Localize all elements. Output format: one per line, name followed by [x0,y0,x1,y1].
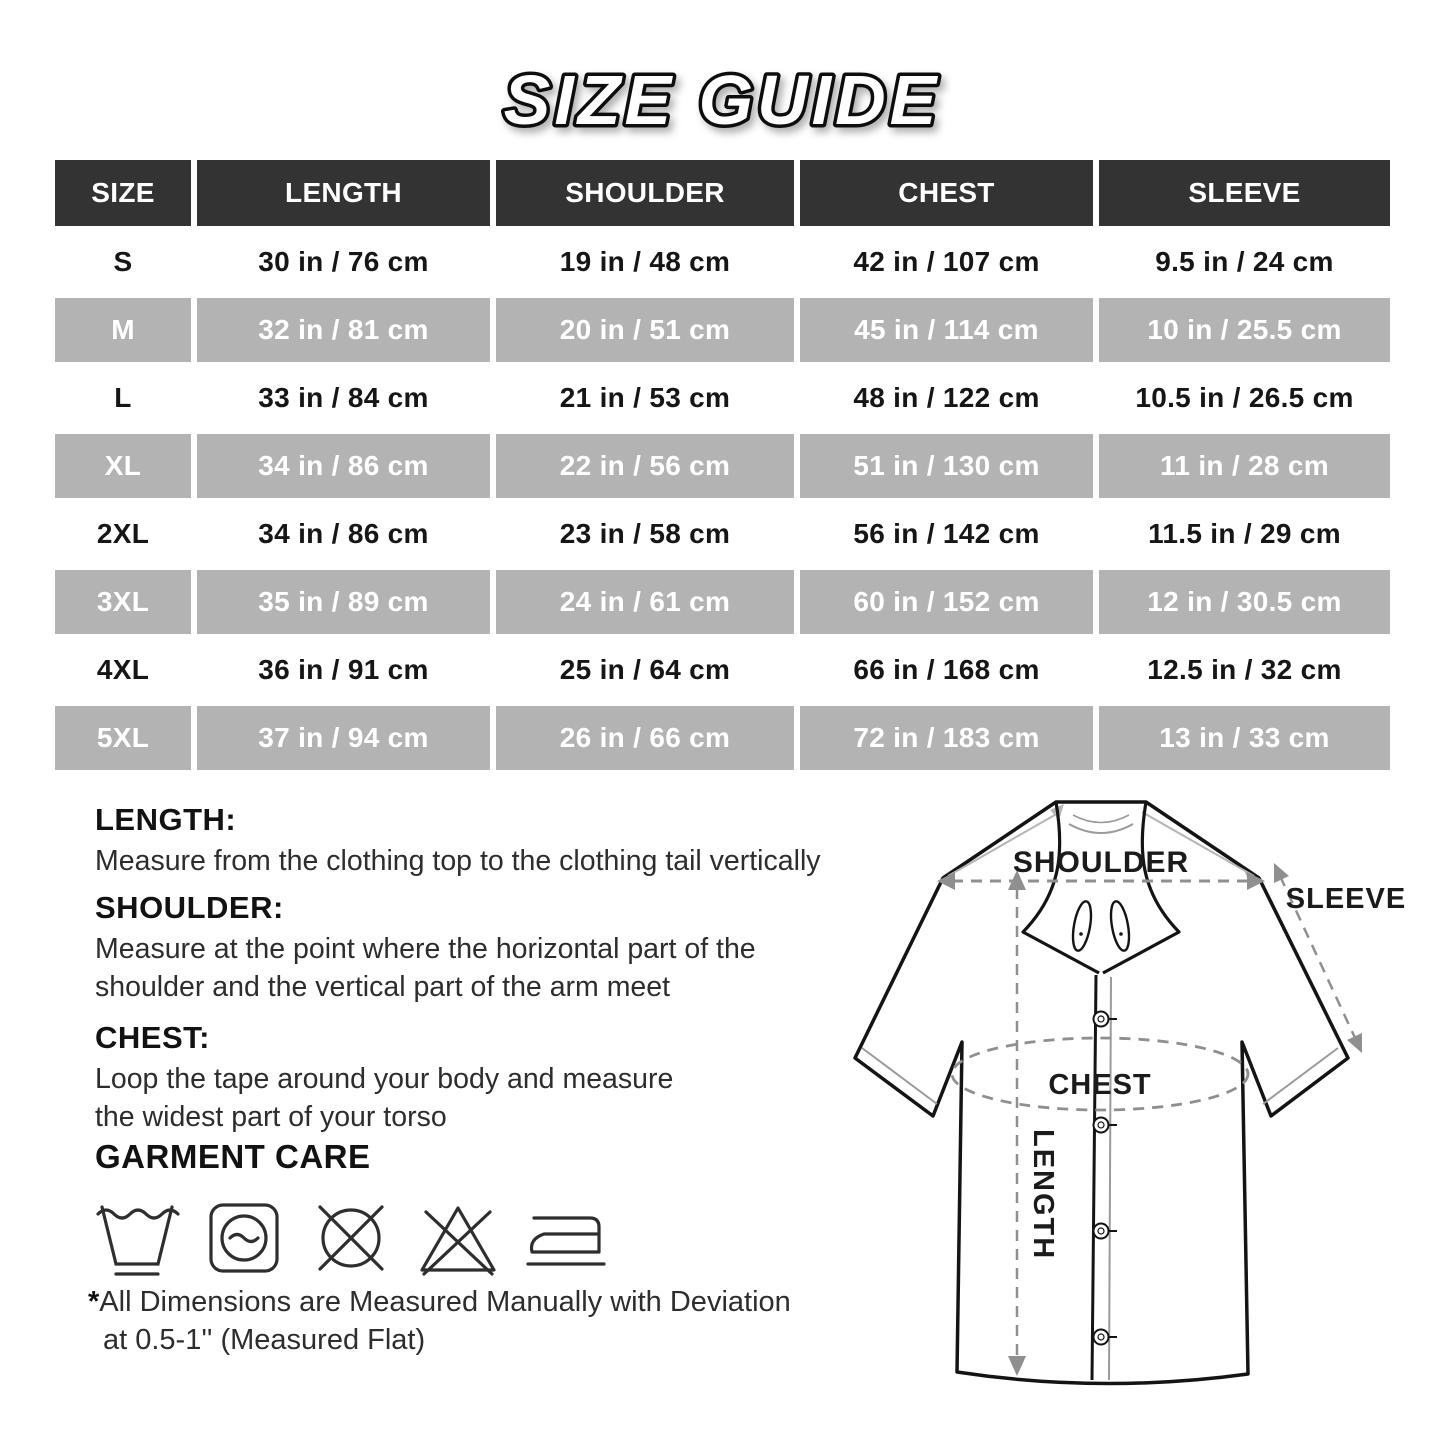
chest-desc: Loop the tape around your body and measure the widest part of your torso [95,1063,674,1133]
shoulder-cell: 24 in / 61 cm [496,570,794,634]
sleeve-cell: 9.5 in / 24 cm [1099,230,1390,294]
chest-label: CHEST [1048,1069,1152,1101]
wash-gentle-icon [92,1192,182,1282]
shoulder-cell: 20 in / 51 cm [496,298,794,362]
shoulder-cell: 25 in / 64 cm [496,638,794,702]
shoulder-cell: 22 in / 56 cm [496,434,794,498]
title-text: SIZE GUIDE [503,61,941,139]
size-cell: 2XL [55,502,191,566]
chest-cell: 42 in / 107 cm [800,230,1093,294]
length-cell: 35 in / 89 cm [197,570,490,634]
sleeve-cell: 11 in / 28 cm [1099,434,1390,498]
shirt-diagram [840,786,1440,1401]
size-cell: 5XL [55,706,191,770]
size-cell: S [55,230,191,294]
disclaimer-line-2: at 0.5-1'' (Measured Flat) [103,1324,426,1357]
chest-cell: 66 in / 168 cm [800,638,1093,702]
do-not-bleach-icon [413,1192,503,1282]
sleeve-cell: 13 in / 33 cm [1099,706,1390,770]
asterisk: * [88,1286,100,1318]
shoulder-desc: Measure at the point where the horizontal part of the shoulder and the vertical part of the arm meet [95,933,756,1003]
sleeve-cell: 10 in / 25.5 cm [1099,298,1390,362]
measurement-disclaimer [88,1283,791,1360]
shoulder-cell: 26 in / 66 cm [496,706,794,770]
shoulder-label: SHOULDER [1012,846,1190,879]
page-title [272,42,1172,162]
column-header-length: LENGTH [197,160,490,226]
length-term: LENGTH: [95,802,237,837]
sleeve-cell: 10.5 in / 26.5 cm [1099,366,1390,430]
shoulder-cell: 21 in / 53 cm [496,366,794,430]
chest-cell: 45 in / 114 cm [800,298,1093,362]
chest-cell: 72 in / 183 cm [800,706,1093,770]
size-cell: L [55,366,191,430]
length-cell: 30 in / 76 cm [197,230,490,294]
garment-care-heading: GARMENT CARE [95,1138,371,1175]
length-cell: 33 in / 84 cm [197,366,490,430]
size-cell: M [55,298,191,362]
garment-care-icons [92,1192,610,1282]
column-header-sleeve: SLEEVE [1099,160,1390,226]
size-cell: XL [55,434,191,498]
chest-cell: 48 in / 122 cm [800,366,1093,430]
sleeve-cell: 12.5 in / 32 cm [1099,638,1390,702]
length-label: LENGTH [1027,1129,1059,1261]
shoulder-cell: 23 in / 58 cm [496,502,794,566]
size-cell: 4XL [55,638,191,702]
chest-cell: 51 in / 130 cm [800,434,1093,498]
size-cell: 3XL [55,570,191,634]
chest-cell: 56 in / 142 cm [800,502,1093,566]
shoulder-term: SHOULDER: [95,890,284,925]
chest-cell: 60 in / 152 cm [800,570,1093,634]
tumble-dry-icon [199,1192,289,1282]
sleeve-label: SLEEVE [1285,883,1407,915]
length-cell: 34 in / 86 cm [197,434,490,498]
length-cell: 36 in / 91 cm [197,638,490,702]
length-cell: 37 in / 94 cm [197,706,490,770]
size-guide-table [55,160,1390,770]
sleeve-cell: 11.5 in / 29 cm [1099,502,1390,566]
column-header-shoulder: SHOULDER [496,160,794,226]
length-cell: 32 in / 81 cm [197,298,490,362]
sleeve-cell: 12 in / 30.5 cm [1099,570,1390,634]
disclaimer-line-1: *All Dimensions are Measured Manually with Deviation [88,1286,791,1318]
length-cell: 34 in / 86 cm [197,502,490,566]
iron-icon [520,1192,610,1282]
column-header-chest: CHEST [800,160,1093,226]
shoulder-cell: 19 in / 48 cm [496,230,794,294]
length-desc: Measure from the clothing top to the clothing tail vertically [95,845,821,877]
do-not-dry-clean-icon [306,1192,396,1282]
column-header-size: SIZE [55,160,191,226]
chest-term: CHEST: [95,1020,210,1055]
